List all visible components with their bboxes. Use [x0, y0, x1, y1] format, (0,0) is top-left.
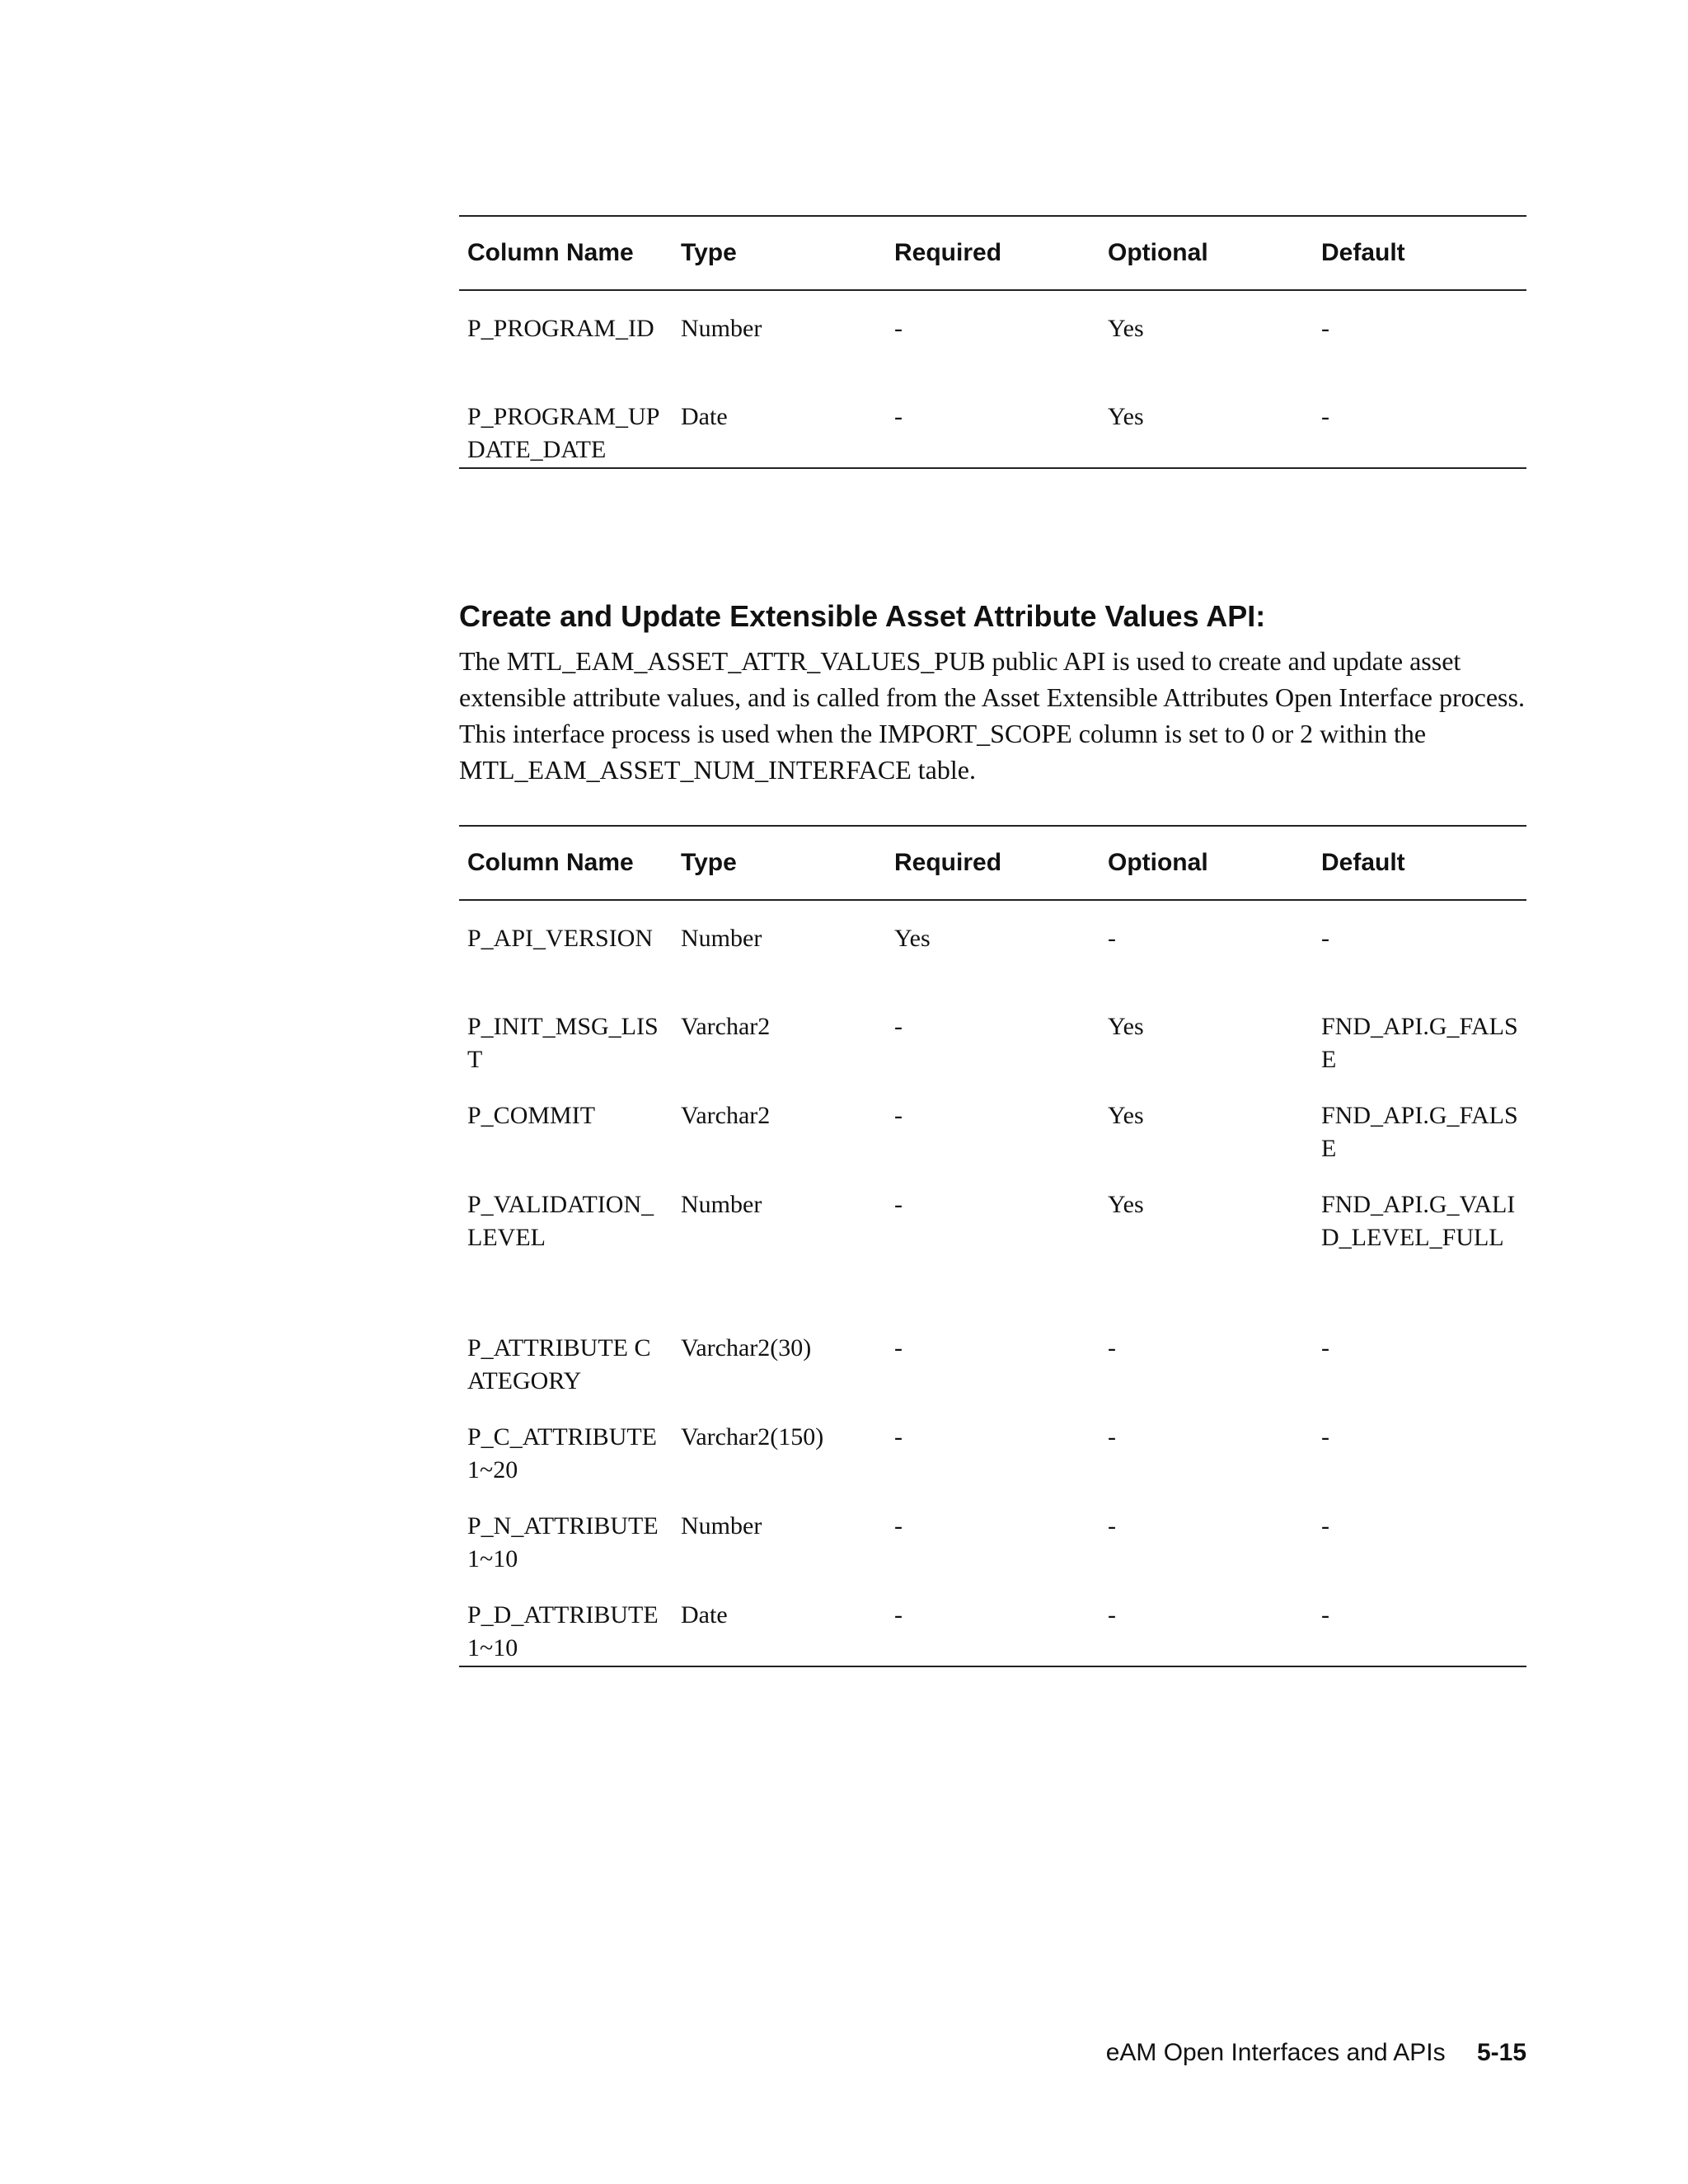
table-row	[459, 1310, 1526, 1399]
cell-type: Date	[681, 1601, 728, 1629]
cell-default: -	[1321, 1512, 1329, 1540]
cell-optional: Yes	[1108, 315, 1144, 342]
header-required: Required	[894, 239, 1002, 266]
header-required: Required	[894, 849, 1002, 876]
cell-optional: -	[1108, 1601, 1116, 1629]
table-row	[459, 379, 1526, 468]
cell-optional: -	[1108, 925, 1116, 952]
cell-optional: -	[1108, 1512, 1116, 1540]
cell-column-name: P_VALIDATION_LEVEL	[467, 1191, 654, 1251]
cell-default: FND_API.G_VALID_LEVEL_FULL	[1321, 1191, 1516, 1251]
cell-type: Date	[681, 403, 728, 430]
cell-type: Varchar2(150)	[681, 1423, 824, 1451]
section-description: The MTL_EAM_ASSET_ATTR_VALUES_PUB public API is used to create and update asset extensible attribute values, and is called from the Asset Extensible Attributes Open Interface process. This interface process is used when the IMPORT_SCOPE column is set to 0 or 2 within the MTL_EAM_ASSET_NUM_INTERFACE table.	[459, 646, 1525, 785]
cell-default: -	[1321, 315, 1329, 342]
cell-optional: Yes	[1108, 1102, 1144, 1129]
header-type: Type	[681, 849, 737, 876]
cell-column-name: P_API_VERSION	[467, 925, 654, 952]
table-row	[459, 1488, 1526, 1577]
cell-default: -	[1321, 1601, 1329, 1629]
cell-required: -	[894, 315, 903, 342]
table-header-row	[459, 216, 1526, 290]
header-default: Default	[1321, 849, 1405, 876]
cell-type: Number	[681, 315, 762, 342]
api-parameters-table	[459, 825, 1526, 1667]
cell-required: -	[894, 403, 903, 430]
footer-title: eAM Open Interfaces and APIs	[1105, 2039, 1446, 2066]
cell-required: -	[894, 1512, 903, 1540]
cell-required: -	[894, 1423, 903, 1451]
cell-type: Number	[681, 925, 762, 952]
cell-column-name: P_PROGRAM_ID	[467, 315, 654, 342]
cell-optional: -	[1108, 1423, 1116, 1451]
table-header-row	[459, 826, 1526, 900]
cell-required: -	[894, 1191, 903, 1218]
cell-default: -	[1321, 403, 1329, 430]
cell-column-name: P_PROGRAM_UPDATE_DATE	[467, 403, 660, 463]
cell-required: -	[894, 1102, 903, 1129]
cell-optional: -	[1108, 1334, 1116, 1361]
cell-required: Yes	[894, 925, 931, 952]
section-heading: Create and Update Extensible Asset Attribute Values API:	[459, 599, 1266, 633]
cell-column-name: P_ATTRIBUTE CATEGORY	[467, 1334, 651, 1394]
header-type: Type	[681, 239, 737, 266]
cell-required: -	[894, 1013, 903, 1040]
cell-default: -	[1321, 1423, 1329, 1451]
table-row	[459, 1399, 1526, 1488]
cell-default: FND_API.G_FALSE	[1321, 1102, 1518, 1162]
cell-type: Number	[681, 1512, 762, 1540]
cell-column-name: P_COMMIT	[467, 1102, 596, 1129]
cell-type: Number	[681, 1191, 762, 1218]
cell-column-name: P_C_ATTRIBUTE1~20	[467, 1423, 658, 1483]
table-row	[459, 900, 1526, 989]
program-columns-table	[459, 215, 1526, 469]
header-default: Default	[1321, 239, 1405, 266]
table-row	[459, 1577, 1526, 1666]
header-optional: Optional	[1108, 849, 1208, 876]
table-row	[459, 1167, 1526, 1310]
cell-type: Varchar2	[681, 1013, 771, 1040]
header-column-name: Column Name	[467, 239, 634, 266]
cell-optional: Yes	[1108, 1191, 1144, 1218]
cell-column-name: P_N_ATTRIBUTE1~10	[467, 1512, 659, 1572]
cell-optional: Yes	[1108, 403, 1144, 430]
cell-type: Varchar2(30)	[681, 1334, 812, 1361]
header-optional: Optional	[1108, 239, 1208, 266]
cell-column-name: P_D_ATTRIBUTE1~10	[467, 1601, 659, 1661]
cell-column-name: P_INIT_MSG_LIST	[467, 1013, 659, 1073]
cell-default: -	[1321, 925, 1329, 952]
table-row	[459, 1078, 1526, 1167]
cell-required: -	[894, 1601, 903, 1629]
page-number: 5-15	[1476, 2039, 1526, 2066]
api-section	[459, 598, 1526, 788]
cell-optional: Yes	[1108, 1013, 1144, 1040]
table-row	[459, 290, 1526, 379]
table-row	[459, 989, 1526, 1078]
cell-default: -	[1321, 1334, 1329, 1361]
page-footer	[1106, 2039, 1526, 2067]
cell-default: FND_API.G_FALSE	[1321, 1013, 1518, 1073]
cell-type: Varchar2	[681, 1102, 771, 1129]
cell-required: -	[894, 1334, 903, 1361]
header-column-name: Column Name	[467, 849, 634, 876]
